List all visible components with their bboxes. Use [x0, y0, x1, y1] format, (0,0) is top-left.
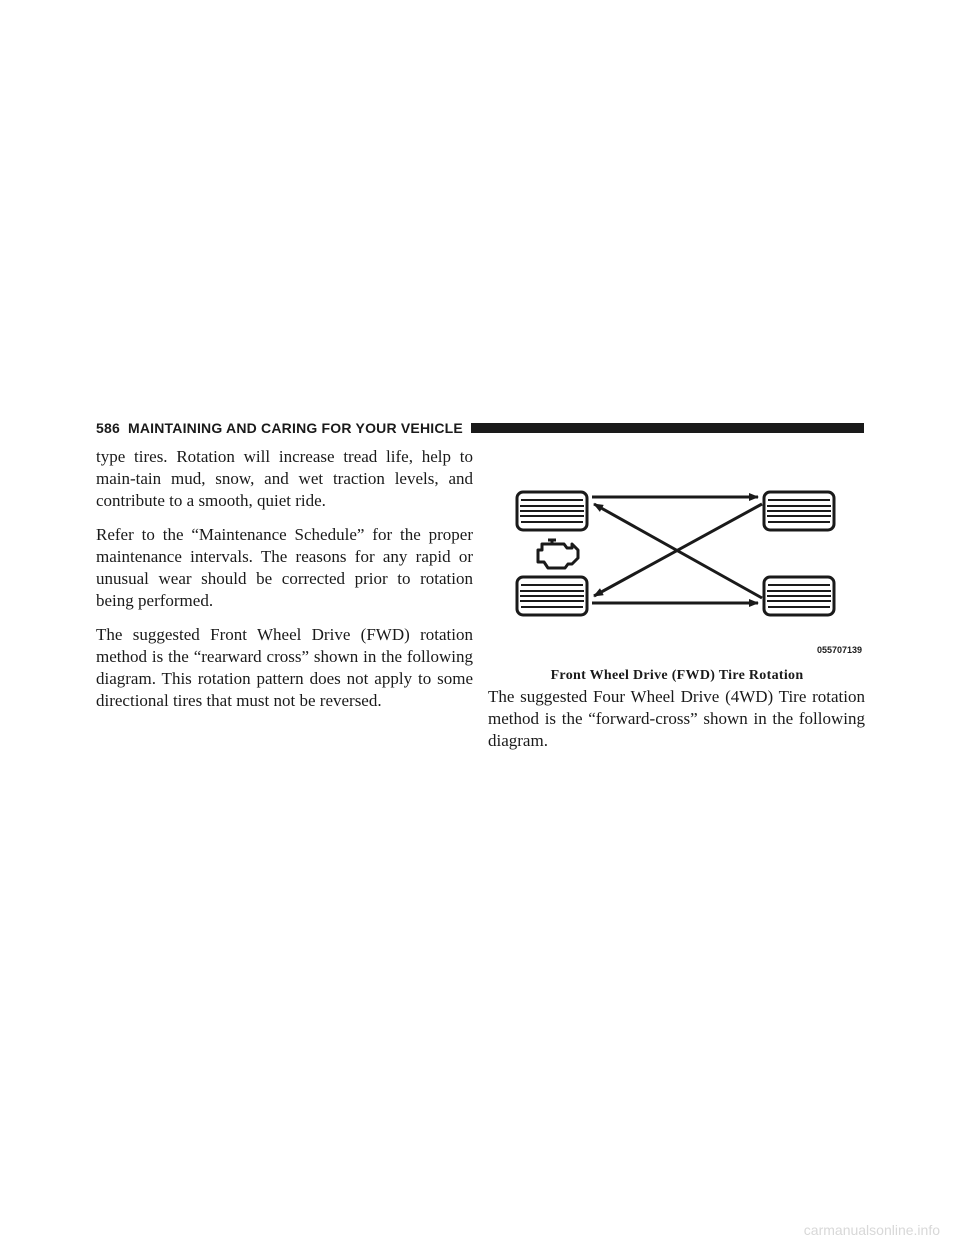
paragraph-fwd-rotation: The suggested Front Wheel Drive (FWD) rotation method is the “rearward cross” shown in the following diagram. This rotation pattern does not apply to some directional tires that must not be reversed. [96, 625, 473, 710]
left-column [96, 446, 473, 724]
page-number: 586 [96, 420, 120, 436]
front-left-tire-icon [517, 492, 587, 530]
engine-icon [538, 540, 578, 568]
fwd-rotation-diagram [490, 452, 864, 662]
rotation-diagram-svg [490, 452, 864, 662]
front-right-tire-icon [517, 577, 587, 615]
rear-right-tire-icon [764, 577, 834, 615]
header-rule [471, 423, 864, 433]
rear-left-tire-icon [764, 492, 834, 530]
paragraph-4wd-rotation: The suggested Four Wheel Drive (4WD) Tire rotation method is the “forward-cross” shown in the following diagram. [488, 687, 865, 750]
figure-caption: Front Wheel Drive (FWD) Tire Rotation [550, 668, 804, 683]
paragraph-maintenance-schedule: Refer to the “Maintenance Schedule” for the proper maintenance intervals. The reasons for any rapid or unusual wear should be corrected prior to rotation being performed. [96, 525, 473, 610]
right-column [488, 686, 865, 764]
watermark: carmanualsonline.info [803, 1222, 940, 1238]
section-title: MAINTAINING AND CARING FOR YOUR VEHICLE [127, 420, 463, 436]
figure-id: 055707139 [816, 645, 862, 655]
page-header [96, 418, 864, 438]
paragraph-tire-rotation-benefits: type tires. Rotation will increase tread life, help to main-tain mud, snow, and wet traction levels, and contribute to a smooth, quiet ride. [96, 447, 473, 510]
